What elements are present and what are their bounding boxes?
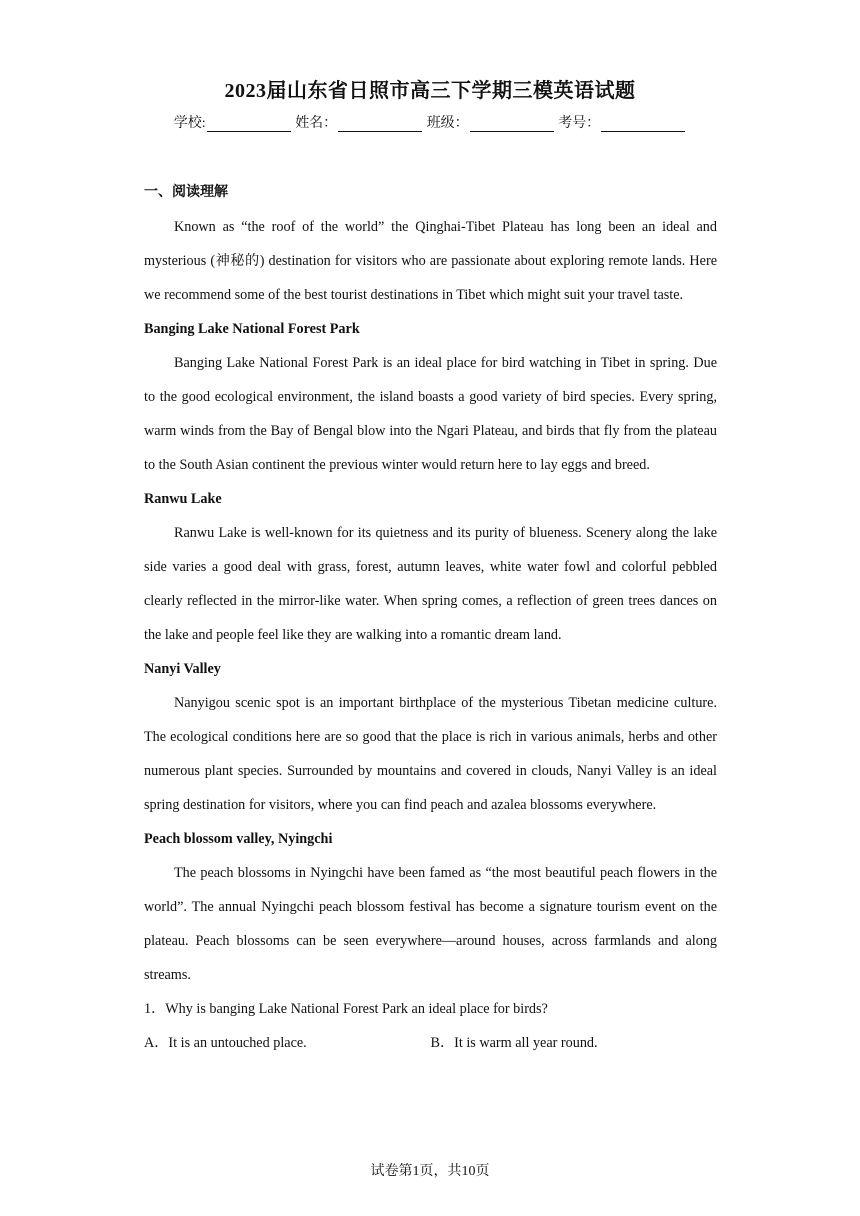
class-blank[interactable] <box>470 117 554 132</box>
name-label: 姓名： <box>295 116 338 131</box>
destination-heading: Nanyi Valley <box>144 661 221 677</box>
option-a[interactable]: A．It is an untouched place. <box>144 1035 307 1051</box>
destination-text: The peach blossoms in Nyingchi have been famed as “the most beautiful peach flowers in the world”. The annual Nyingchi peach blossom festival has become a signature tourism event on the plateau. Peach blossoms can be seen everywhere—around houses, across farmlands and along streams. <box>144 865 717 983</box>
destination-heading: Banging Lake National Forest Park <box>144 321 360 337</box>
page-title: 2023届山东省日照市高三下学期三模英语试题 <box>224 80 636 102</box>
school-blank[interactable] <box>207 117 291 132</box>
class-label: 班级： <box>426 116 469 131</box>
exam-number-label: 考号： <box>558 116 601 131</box>
destination-text: Nanyigou scenic spot is an important birthplace of the mysterious Tibetan medicine culture. The ecological conditions here are so good that the place is rich in various animals, herbs and other numerous plant species. Surrounded by mountains and covered in clouds, Nanyi Valley is an ideal spring destination for visitors, where you can find peach and azalea blossoms everywhere. <box>144 695 717 813</box>
passage-intro: Known as “the roof of the world” the Qinghai-Tibet Plateau has long been an ideal and mysterious (神秘的) destination for visitors who are passionate about exploring remote lands. Here we recommend some of the best tourist destinations in Tibet which might suit your travel taste. <box>144 219 717 303</box>
school-label: 学校: <box>173 116 206 131</box>
exam-number-blank[interactable] <box>601 117 685 132</box>
section-heading: 一、阅读理解 <box>144 185 228 200</box>
question-1: 1．Why is banging Lake National Forest Park an ideal place for birds? <box>144 1001 548 1017</box>
name-blank[interactable] <box>338 117 422 132</box>
page-footer: 试卷第1页，共10页 <box>370 1164 490 1179</box>
destination-text: Ranwu Lake is well-known for its quietness and its purity of blueness. Scenery along the lake side varies a good deal with grass, forest, autumn leaves, white water fowl and colorful pebbled clearly reflected in the mirror-like water. When spring comes, a reflection of green trees dances on the lake and people feel like they are walking into a romantic dream land. <box>144 525 717 643</box>
student-info-line <box>0 112 860 132</box>
destination-text: Banging Lake National Forest Park is an ideal place for bird watching in Tibet in spring. Due to the good ecological environment, the island boasts a good variety of bird species. Every spring, warm winds from the Bay of Bengal blow into the Ngari Plateau, and birds that fly from the plateau to the South Asian continent the previous winter would return here to lay eggs and breed. <box>144 355 717 473</box>
question-1-options <box>144 1026 717 1060</box>
option-b[interactable]: B．It is warm all year round. <box>430 1035 598 1051</box>
destination-heading: Ranwu Lake <box>144 491 222 507</box>
main-content <box>144 176 717 1060</box>
destination-heading: Peach blossom valley, Nyingchi <box>144 831 333 847</box>
